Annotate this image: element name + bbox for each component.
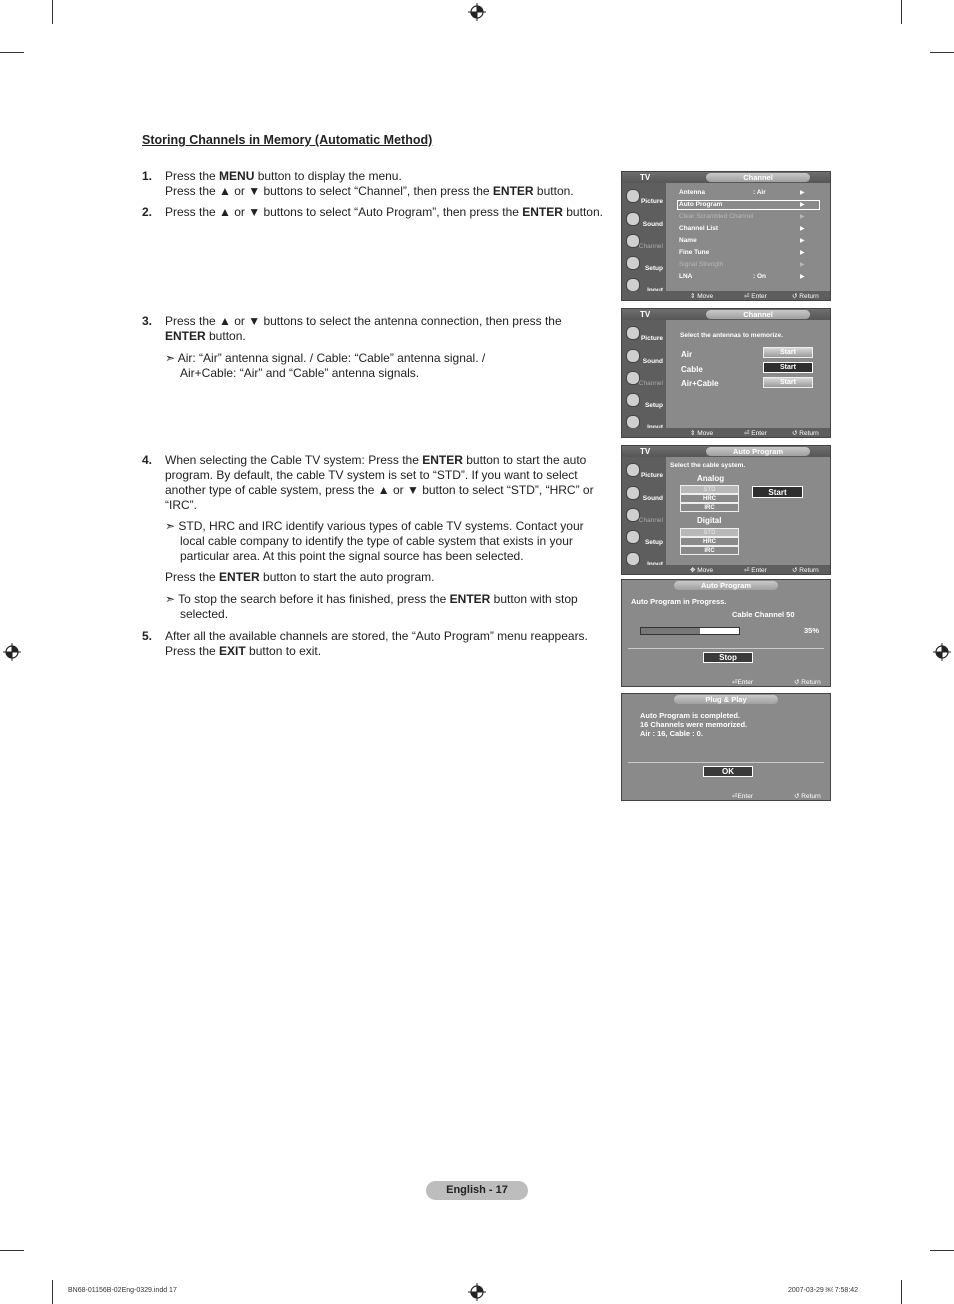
footer-timestamp: 2007-03-29 ￼ 7:58:42 [788,1287,859,1294]
osd-title: Channel [706,310,810,319]
menu-item-value: : Air [753,189,766,196]
osd-topbar [622,694,830,705]
menu-item-value: : On [753,273,766,280]
crop-mark [0,1250,24,1251]
osd-sidebar [622,457,666,565]
progress-fill [641,628,700,634]
text-line: ➣ Air: “Air” antenna signal. / Cable: “Cable” antenna signal. / [165,351,486,365]
digital-label: Digital [697,516,722,525]
registration-mark-icon [468,3,486,21]
note-stop-search [165,592,605,622]
text-line: “IRC”. [165,498,197,512]
osd-footer [622,291,830,300]
cable-prompt: Select the cable system. [670,462,746,469]
text-line: ➣ To stop the search before it has finished, press the ENTER button with stop [165,592,578,606]
text-line: ENTER button. [165,329,246,343]
osd-screen-auto-program-progress [621,579,831,687]
step-text [165,169,574,199]
analog-std-option[interactable]: STD [680,485,739,494]
divider [628,762,824,763]
chevron-right-icon: ▶ [800,190,805,196]
return-hint: ↺ Return [794,679,821,686]
menu-item-label[interactable]: LNA [679,273,693,280]
osd-topbar [622,309,830,320]
step-number: 1. [142,169,153,183]
osd-screen-channel-menu [621,171,831,301]
picture-icon [626,463,640,477]
analog-hrc-option[interactable]: HRC [680,494,739,503]
note-antenna [165,351,605,381]
step-number: 4. [142,453,153,467]
menu-item-label[interactable]: Auto Program [679,201,723,208]
step-number: 3. [142,314,153,328]
text-line: ➣ STD, HRC and IRC identify various types of cable TV systems. Contact your [165,519,584,533]
sidebar-item-sound[interactable]: Sound [622,346,666,367]
ok-button[interactable]: OK [703,766,753,777]
osd-tv-label: TV [640,447,651,456]
chevron-right-icon: ▶ [800,226,805,232]
text-line: Press the EXIT button to exit. [165,644,322,658]
analog-label: Analog [697,474,725,483]
osd-screen-cable-system [621,445,831,575]
sidebar-item-setup[interactable]: Setup [622,390,666,411]
osd-footer [622,428,830,437]
osd-footer [622,791,830,800]
step-text [165,629,588,659]
progress-bar [640,627,740,635]
crop-mark [52,0,53,24]
input-icon [626,415,640,429]
text-line: selected. [180,607,229,621]
osd-topbar [622,172,830,183]
chevron-right-icon: ▶ [800,238,805,244]
enter-hint: ⏎Enter [732,679,753,686]
antenna-label-air: Air [681,350,693,359]
osd-title: Auto Program [706,447,810,456]
progress-percent: 35% [804,626,820,635]
text-line: particular area. At this point the signal source has been selected. [180,549,524,563]
text-line: Air+Cable: “Air” and “Cable” antenna signals. [180,366,420,380]
sidebar-item-picture[interactable]: Picture [622,323,666,344]
text-line: Press the ▲ or ▼ buttons to select “Auto Program”, then press the ENTER button. [165,205,603,219]
start-air-button[interactable]: Start [763,347,813,358]
enter-hint: ⏎ Enter [744,430,767,437]
antenna-label-cable: Cable [681,365,703,374]
note-cable-types [165,519,605,564]
crop-mark [52,1280,53,1304]
text-line: Press the ▲ or ▼ buttons to select the antenna connection, then press the [165,314,562,328]
osd-topbar [622,446,830,457]
return-hint: ↺ Return [792,293,819,300]
crop-mark [0,52,24,53]
completion-line: Air : 16, Cable : 0. [640,729,703,738]
menu-item-label[interactable]: Clear Scrambled Channel [679,213,754,220]
completion-message [640,711,747,738]
enter-hint: ⏎Enter [732,793,753,800]
digital-irc-option[interactable]: IRC [680,546,739,555]
divider [628,648,824,649]
registration-mark-icon [3,643,21,661]
return-hint: ↺ Return [792,567,819,574]
crop-mark [930,52,954,53]
move-hint: ⇕ Move [690,430,714,437]
digital-hrc-option[interactable]: HRC [680,537,739,546]
start-button[interactable]: Start [752,486,803,498]
progress-status: Auto Program in Progress. [631,597,727,606]
osd-tv-label: TV [640,310,651,319]
menu-item-label[interactable]: Antenna [679,189,705,196]
osd-topbar [622,580,830,591]
sidebar-item-channel[interactable]: Channel [622,231,666,252]
stop-button[interactable]: Stop [703,652,753,663]
osd-footer [622,677,830,686]
progress-channel: Cable Channel 50 [732,610,795,619]
start-cable-button[interactable]: Start [763,362,813,373]
input-icon [626,278,640,292]
sidebar-item-sound[interactable]: Sound [622,209,666,230]
sidebar-item-setup[interactable]: Setup [622,253,666,274]
sound-icon [626,486,640,500]
menu-item-label[interactable]: Fine Tune [679,249,710,256]
picture-icon [626,189,640,203]
chevron-right-icon: ▶ [800,202,805,208]
menu-item-label[interactable]: Channel List [679,225,719,232]
osd-tv-label: TV [640,173,651,182]
return-hint: ↺ Return [794,793,821,800]
gear-icon [626,530,640,544]
sidebar-item-channel[interactable]: Channel [622,505,666,526]
chevron-right-icon: ▶ [800,214,805,220]
sound-icon [626,349,640,363]
step-text [165,314,562,344]
step-number: 2. [142,205,153,219]
text-line: Press the ▲ or ▼ buttons to select “Channel”, then press the ENTER button. [165,184,574,198]
text-line: After all the available channels are stored, the “Auto Program” menu reappears. [165,629,588,643]
text-line: Press the MENU button to display the menu. [165,169,402,183]
section-heading: Storing Channels in Memory (Automatic Method) [142,133,433,147]
return-hint: ↺ Return [792,430,819,437]
crop-mark [901,0,902,24]
osd-sidebar [622,320,666,428]
registration-mark-icon [933,643,951,661]
crop-mark [930,1250,954,1251]
enter-hint: ⏎ Enter [744,567,767,574]
analog-irc-option[interactable]: IRC [680,503,739,512]
antenna-prompt: Select the antennas to memorize. [680,332,783,339]
completion-line: 16 Channels were memorized. [640,720,748,729]
step-number: 5. [142,629,153,643]
gear-icon [626,256,640,270]
osd-sidebar [622,183,666,291]
step-text [165,205,603,220]
osd-screen-antenna-select [621,308,831,438]
gear-icon [626,393,640,407]
osd-title: Channel [706,173,810,182]
osd-footer [622,565,830,574]
completion-line: Auto Program is completed. [640,711,741,720]
sound-icon [626,212,640,226]
text-line: Press the ENTER button to start the auto program. [165,570,435,584]
osd-title: Auto Program [674,581,778,590]
digital-std-option[interactable]: STD [680,528,739,537]
step-text [165,453,594,513]
picture-icon [626,326,640,340]
antenna-label-air-cable: Air+Cable [681,379,719,388]
sidebar-item-picture[interactable]: Picture [622,186,666,207]
footer-file-info: BN68-01156B-02Eng-0329.indd 17 [68,1287,177,1294]
text-line: local cable company to identify the type of cable system that exists in your [180,534,573,548]
osd-title: Plug & Play [674,695,778,704]
enter-hint: ⏎ Enter [744,293,767,300]
start-air-cable-button[interactable]: Start [763,377,813,388]
sidebar-item-picture[interactable]: Picture [622,460,666,481]
sidebar-item-setup[interactable]: Setup [622,527,666,548]
text-line: When selecting the Cable TV system: Press the ENTER button to start the auto [165,453,587,467]
chevron-right-icon: ▶ [800,274,805,280]
text-line: another type of cable system, press the ▲ or ▼ button to select “STD”, “HRC” or [165,483,594,497]
move-hint: ✥ Move [690,567,714,574]
registration-mark-icon [468,1283,486,1301]
move-hint: ⇕ Move [690,293,714,300]
menu-item-label[interactable]: Name [679,237,697,244]
osd-screen-plug-and-play [621,693,831,801]
input-icon [626,552,640,566]
page-number-badge: English - 17 [426,1181,528,1200]
chevron-right-icon: ▶ [800,262,805,268]
text-line: program. By default, the cable TV system is set to “STD”. If you want to select [165,468,578,482]
press-enter-text [165,570,605,585]
crop-mark [901,1280,902,1304]
menu-item-label[interactable]: Signal Strength [679,261,724,268]
sidebar-item-sound[interactable]: Sound [622,483,666,504]
chevron-right-icon: ▶ [800,250,805,256]
sidebar-item-channel[interactable]: Channel [622,368,666,389]
